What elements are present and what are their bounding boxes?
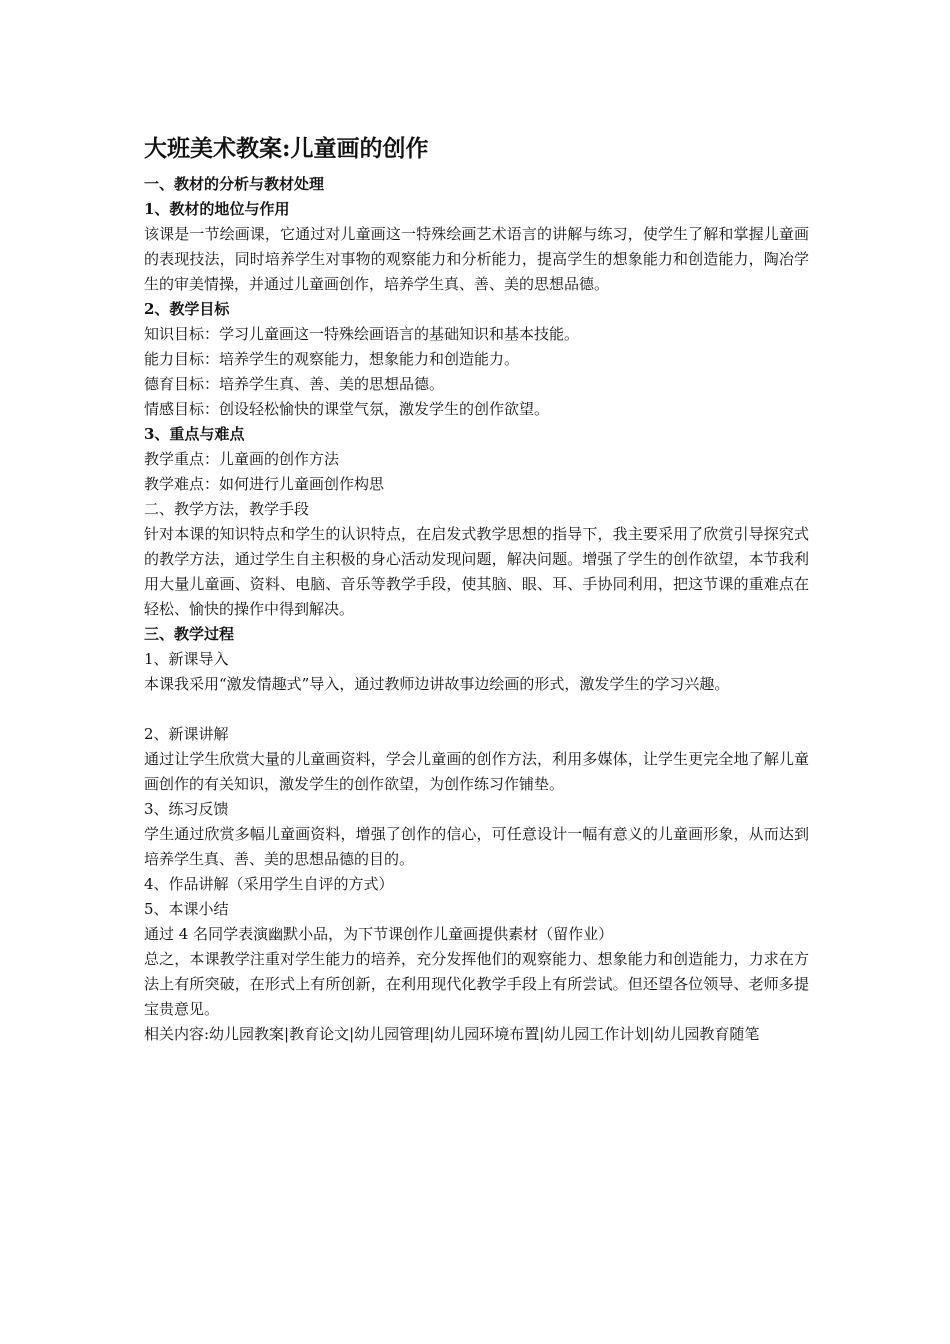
paragraph: 教学难点：如何进行儿童画创作构思	[144, 475, 385, 493]
document-title: 大班美术教案:儿童画的创作	[144, 135, 429, 162]
paragraph: 学生通过欣赏多幅儿童画资料，增强了创作的信心，可任意设计一幅有意义的儿童画形象，从而达到培养学生真、善、美的思想品德的目的。	[144, 825, 809, 868]
paragraph: 通过让学生欣赏大量的儿童画资料，学会儿童画的创作方法，利用多媒体，让学生更完全地了解儿童画创作的有关知识，激发学生的创作欲望，为创作练习作铺垫。	[144, 750, 809, 793]
paragraph: 5、本课小结	[144, 900, 229, 918]
paragraph: 4、作品讲解（采用学生自评的方式）	[144, 875, 394, 893]
section-heading: 1、教材的地位与作用	[144, 200, 290, 218]
section-heading: 3、重点与难点	[144, 425, 245, 443]
document-page	[144, 132, 809, 1047]
paragraph: 二、教学方法，教学手段	[144, 500, 310, 518]
document-body	[144, 172, 809, 1047]
section-heading: 三、教学过程	[144, 625, 235, 643]
paragraph: 能力目标：培养学生的观察能力，想象能力和创造能力。	[144, 350, 520, 368]
paragraph: 3、练习反馈	[144, 800, 229, 818]
paragraph: 知识目标：学习儿童画这一特殊绘画语言的基础知识和基本技能。	[144, 325, 580, 343]
blank-line	[144, 697, 809, 722]
paragraph: 针对本课的知识特点和学生的认识特点，在启发式教学思想的指导下，我主要采用了欣赏引导探究式的教学方法，通过学生自主积极的身心活动发现问题，解决问题。增强了学生的创作欲望，本节我利用大量儿童画、资料、电脑、音乐等教学手段，使其脑、眼、耳、手协同利用，把这节课的重难点在轻松、愉快的操作中得到解决。	[144, 525, 809, 618]
paragraph: 教学重点：儿童画的创作方法	[144, 450, 340, 468]
paragraph: 总之，本课教学注重对学生能力的培养，充分发挥他们的观察能力、想象能力和创造能力，力求在方法上有所突破，在形式上有所创新，在利用现代化教学手段上有所尝试。但还望各位领导、老师多提宝贵意见。	[144, 950, 809, 1018]
paragraph: 德育目标：培养学生真、善、美的思想品德。	[144, 375, 445, 393]
paragraph: 2、新课讲解	[144, 725, 229, 743]
section-heading: 一、教材的分析与教材处理	[144, 175, 325, 193]
paragraph: 该课是一节绘画课，它通过对儿童画这一特殊绘画艺术语言的讲解与练习，使学生了解和掌握儿童画的表现技法，同时培养学生对事物的观察能力和分析能力，提高学生的想象能力和创造能力，陶冶学生的审美情操，并通过儿童画创作，培养学生真、善、美的思想品德。	[144, 225, 809, 293]
paragraph: 相关内容:幼儿园教案|教育论文|幼儿园管理|幼儿园环境布置|幼儿园工作计划|幼儿园教育随笔	[144, 1025, 760, 1043]
section-heading: 2、教学目标	[144, 300, 230, 318]
paragraph: 情感目标：创设轻松愉快的课堂气氛，激发学生的创作欲望。	[144, 400, 550, 418]
paragraph: 本课我采用“激发情趣式”导入，通过教师边讲故事边绘画的形式，激发学生的学习兴趣。	[144, 675, 730, 693]
paragraph: 通过 4 名同学表演幽默小品，为下节课创作儿童画提供素材（留作业）	[144, 925, 614, 943]
paragraph: 1、新课导入	[144, 650, 229, 668]
